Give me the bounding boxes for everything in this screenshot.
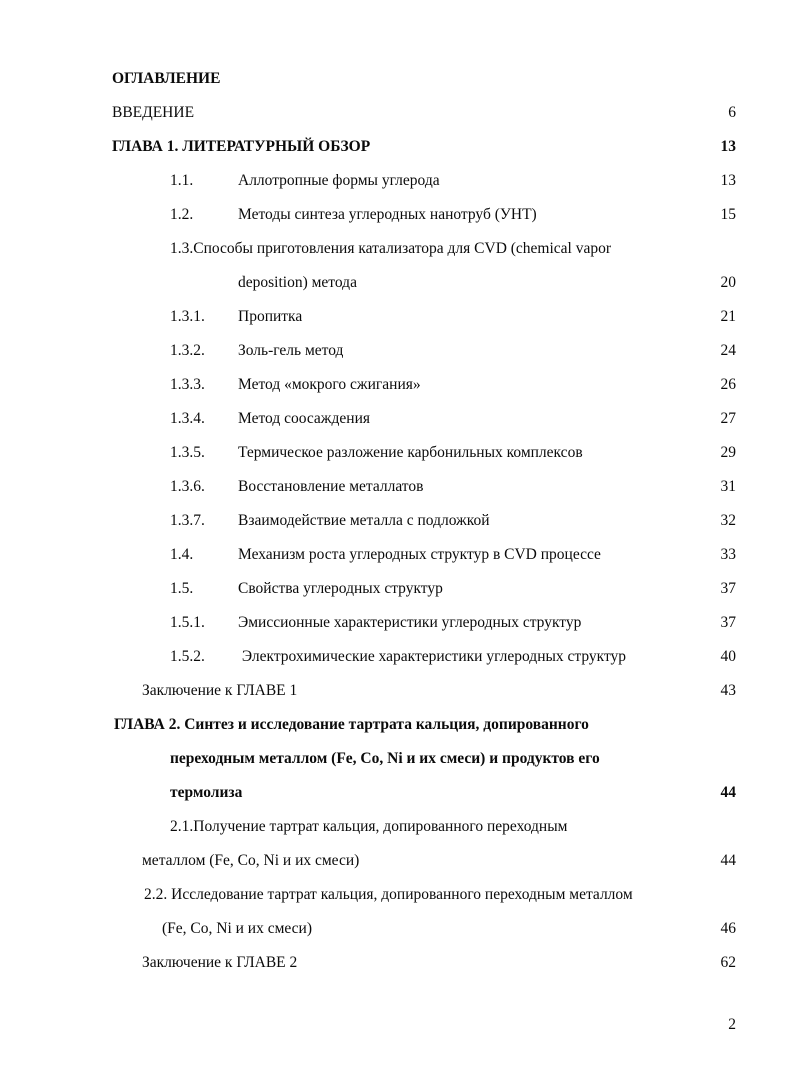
toc-page-number: 29 xyxy=(720,444,736,461)
toc-entry-1-3-3[interactable] xyxy=(112,368,736,402)
toc-entry-1-3-1[interactable] xyxy=(112,300,736,334)
toc-entry-1-2[interactable] xyxy=(112,198,736,232)
toc-entry-label: Электрохимические характеристики углеродных структур xyxy=(238,648,627,665)
toc-entry-number: 1.4. xyxy=(170,546,194,563)
toc-page-number: 44 xyxy=(720,852,736,869)
toc-entry-label: Свойства углеродных структур xyxy=(238,580,443,597)
dot-leader xyxy=(359,850,720,866)
toc-entry-label-line2: deposition) метода xyxy=(238,274,357,291)
toc-entry-conclusion-2[interactable] xyxy=(112,946,736,980)
toc-entry-label: 2.2. Исследование тартрат кальция, допированного переходным металлом xyxy=(144,886,633,903)
toc-entry-1-3-4[interactable] xyxy=(112,402,736,436)
toc-entry-label: Эмиссионные характеристики углеродных структур xyxy=(238,614,582,631)
toc-entry-number: 1.3.5. xyxy=(170,444,205,461)
toc-entry-label: Термическое разложение карбонильных комплексов xyxy=(238,444,583,461)
toc-page-number: 37 xyxy=(720,614,736,631)
table-of-contents xyxy=(112,62,736,980)
toc-entry-number: 1.3.2. xyxy=(170,342,205,359)
toc-entry-label: Заключение к ГЛАВЕ 2 xyxy=(142,954,298,971)
toc-entry-number: 1.3. xyxy=(170,240,194,257)
toc-entry-label: Пропитка xyxy=(238,308,303,325)
dot-leader xyxy=(490,510,721,526)
dot-leader xyxy=(312,918,720,934)
toc-entry-number: 1.3.1. xyxy=(170,308,205,325)
toc-entry-number: 1.3.3. xyxy=(170,376,205,393)
toc-page-number: 40 xyxy=(720,648,736,665)
footer-page-number: 2 xyxy=(728,1016,736,1033)
dot-leader xyxy=(343,340,720,356)
toc-entry-label-line1: ГЛАВА 2. Синтез и исследование тартрата кальция, допированного xyxy=(114,716,589,733)
toc-entry-number: 1.3.6. xyxy=(170,478,205,495)
toc-page-number: 46 xyxy=(720,920,736,937)
toc-page-number: 13 xyxy=(720,138,736,155)
dot-leader xyxy=(421,374,721,390)
toc-entry-1-4[interactable] xyxy=(112,538,736,572)
toc-entry-label-line2: переходным металлом (Fe, Co, Ni и их смеси) и продуктов его xyxy=(170,750,600,767)
toc-entry-1-3-2[interactable] xyxy=(112,334,736,368)
toc-entry-2-2-continuation[interactable] xyxy=(112,912,736,946)
toc-entry-chapter-2[interactable] xyxy=(112,708,736,742)
dot-leader xyxy=(297,952,720,968)
toc-entry-label: Механизм роста углеродных структур в CVD процессе xyxy=(238,546,601,563)
toc-entry-number: 1.3.4. xyxy=(170,410,205,427)
toc-entry-label: Способы приготовления катализатора для CVD (chemical vapor xyxy=(193,240,612,257)
toc-page-number: 24 xyxy=(720,342,736,359)
dot-leader xyxy=(440,170,721,186)
dot-leader xyxy=(581,612,720,628)
toc-entry-number: 1.5. xyxy=(170,580,194,597)
toc-page-number: 32 xyxy=(720,512,736,529)
toc-entry-chapter-2-line2[interactable] xyxy=(112,742,736,776)
toc-entry-label: Восстановление металлатов xyxy=(238,478,424,495)
toc-entry-label: Аллотропные формы углерода xyxy=(238,172,440,189)
toc-entry-number: 1.5.1. xyxy=(170,614,205,631)
toc-entry-number: 1.5.2. xyxy=(170,648,205,665)
toc-page-number: 33 xyxy=(720,546,736,563)
toc-entry-label: Получение тартрат кальция, допированного переходным xyxy=(193,818,568,835)
toc-entry-1-3-5[interactable] xyxy=(112,436,736,470)
toc-entry-number: 1.1. xyxy=(170,172,194,189)
dot-leader xyxy=(194,102,728,118)
toc-entry-1-3[interactable] xyxy=(112,232,736,266)
toc-entry-label-line2: (Fe, Co, Ni и их смеси) xyxy=(162,920,313,937)
toc-entry-label: ВВЕДЕНИЕ xyxy=(112,104,195,121)
toc-entry-label: Взаимодействие металла с подложкой xyxy=(238,512,490,529)
toc-entry-1-5-2[interactable] xyxy=(112,640,736,674)
page-title: ОГЛАВЛЕНИЕ xyxy=(112,70,221,87)
toc-entry-conclusion-1[interactable] xyxy=(112,674,736,708)
toc-page-number: 21 xyxy=(720,308,736,325)
dot-leader xyxy=(601,544,721,560)
toc-page-number: 20 xyxy=(720,274,736,291)
toc-page-number: 27 xyxy=(720,410,736,427)
dot-leader xyxy=(370,136,720,152)
dot-leader xyxy=(626,646,720,662)
dot-leader xyxy=(242,782,720,798)
dot-leader xyxy=(423,476,720,492)
dot-leader xyxy=(302,306,720,322)
toc-entry-1-3-7[interactable] xyxy=(112,504,736,538)
toc-page-number: 43 xyxy=(720,682,736,699)
toc-entry-label-line3: термолиза xyxy=(170,784,243,801)
toc-entry-label: Заключение к ГЛАВЕ 1 xyxy=(142,682,298,699)
toc-entry-1-3-6[interactable] xyxy=(112,470,736,504)
toc-entry-label-line2: металлом (Fe, Co, Ni и их смеси) xyxy=(142,852,360,869)
toc-entry-number: 1.2. xyxy=(170,206,194,223)
toc-entry-1-1[interactable] xyxy=(112,164,736,198)
toc-page-number: 62 xyxy=(720,954,736,971)
toc-entry-number: 2.1. xyxy=(170,818,194,835)
toc-entry-label: Метод соосаждения xyxy=(238,410,370,427)
toc-page-number: 26 xyxy=(720,376,736,393)
dot-leader xyxy=(583,442,721,458)
toc-entry-label: Метод «мокрого сжигания» xyxy=(238,376,421,393)
toc-page-number: 13 xyxy=(720,172,736,189)
toc-page-number: 44 xyxy=(720,784,736,801)
toc-entry-number: 1.3.7. xyxy=(170,512,205,529)
toc-page-number: 37 xyxy=(720,580,736,597)
toc-entry-1-5-1[interactable] xyxy=(112,606,736,640)
dot-leader xyxy=(443,578,721,594)
toc-entry-introduction[interactable] xyxy=(112,96,736,130)
toc-entry-2-1-continuation[interactable] xyxy=(112,844,736,878)
dot-leader xyxy=(370,408,721,424)
toc-entry-label: Методы синтеза углеродных нанотруб (УНТ) xyxy=(238,206,537,223)
toc-entry-1-5[interactable] xyxy=(112,572,736,606)
dot-leader xyxy=(297,680,720,696)
toc-entry-chapter-1[interactable] xyxy=(112,130,736,164)
toc-page-number: 31 xyxy=(720,478,736,495)
dot-leader xyxy=(537,204,721,220)
toc-entry-1-3-continuation[interactable] xyxy=(112,266,736,300)
dot-leader xyxy=(357,272,721,288)
toc-page-number: 15 xyxy=(720,206,736,223)
toc-entry-2-1[interactable] xyxy=(112,810,736,844)
toc-entry-label: ГЛАВА 1. ЛИТЕРАТУРНЫЙ ОБЗОР xyxy=(112,138,371,155)
toc-entry-2-2[interactable] xyxy=(112,878,736,912)
toc-entry-chapter-2-line3[interactable] xyxy=(112,776,736,810)
toc-entry-label: Золь-гель метод xyxy=(238,342,344,359)
toc-page-number: 6 xyxy=(728,104,736,121)
